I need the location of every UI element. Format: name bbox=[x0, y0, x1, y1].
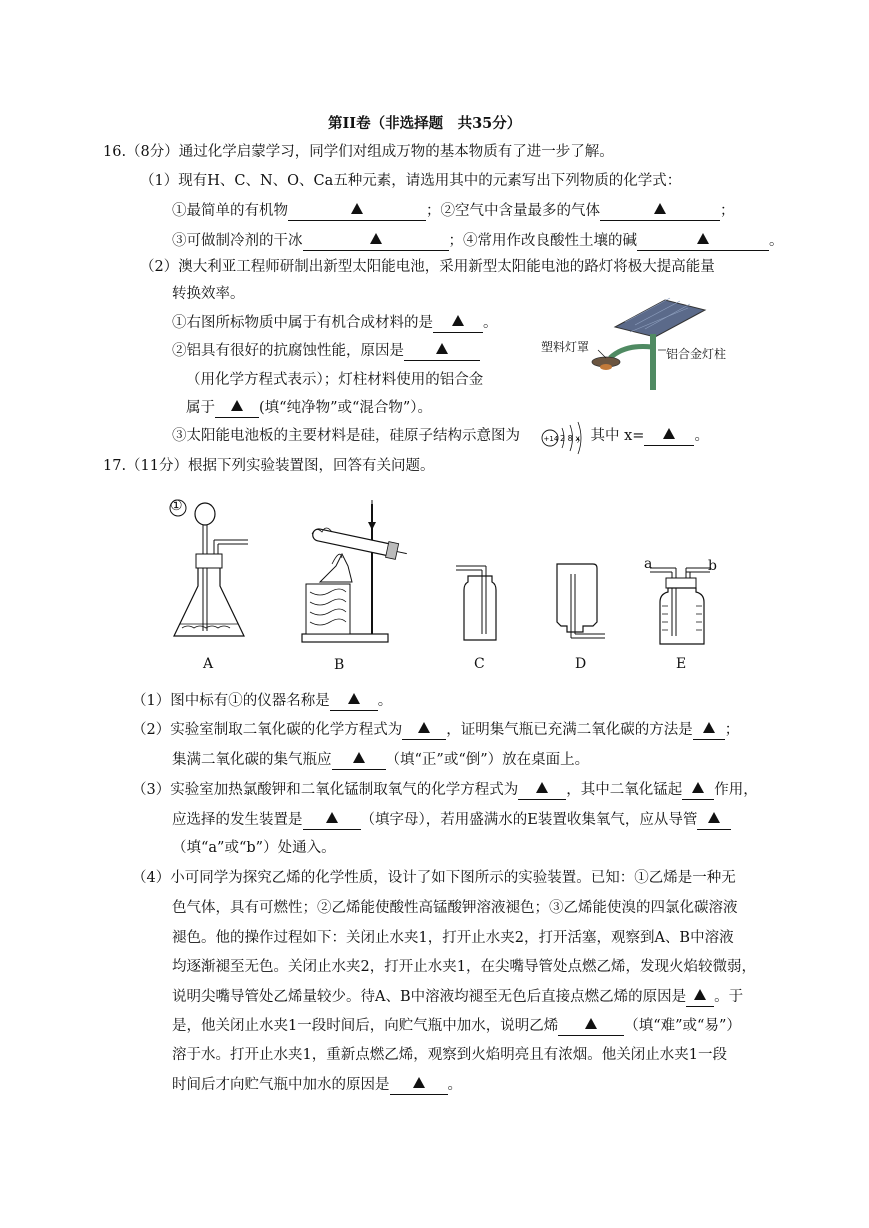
q16-2-q3-pre: ③太阳能电池板的主要材料是硅，硅原子结构示意图为 bbox=[172, 428, 520, 444]
q17-part1 bbox=[132, 691, 392, 711]
answer-blank[interactable] bbox=[303, 811, 361, 830]
q17-part3-text-c: 作用， bbox=[714, 782, 758, 798]
q17-part3-line1 bbox=[132, 780, 758, 800]
triangle-icon bbox=[536, 782, 548, 793]
q16-part1-row2 bbox=[172, 231, 784, 251]
q17-part1-text: （1）图中标有①的仪器名称是 bbox=[132, 693, 330, 709]
circle-one-label: ① bbox=[170, 498, 183, 514]
triangle-icon bbox=[703, 722, 715, 733]
port-b-label: b bbox=[708, 558, 717, 574]
q17-part2-text-b: ，证明集气瓶已充满二氧化碳的方法是 bbox=[446, 722, 693, 738]
lamp-pole-label: 铝合金灯柱 bbox=[666, 347, 727, 361]
silicon-atom-diagram bbox=[540, 420, 600, 456]
punctuation: 。 bbox=[769, 233, 784, 249]
q17-part4-line8-end: 。 bbox=[447, 1077, 462, 1093]
q16-2-q1-text: ①右图所标物质中属于有机合成材料的是 bbox=[172, 315, 433, 331]
answer-blank[interactable] bbox=[644, 427, 694, 446]
answer-blank[interactable] bbox=[693, 721, 725, 740]
q16-2-q1 bbox=[172, 313, 498, 333]
answer-blank[interactable] bbox=[303, 232, 449, 251]
triangle-icon bbox=[452, 315, 464, 326]
triangle-icon bbox=[326, 812, 338, 823]
triangle-icon bbox=[351, 203, 363, 214]
punctuation: 。 bbox=[377, 693, 393, 709]
q17-part2-line1 bbox=[132, 720, 739, 740]
answer-blank[interactable] bbox=[686, 988, 714, 1007]
apparatus-c-figure bbox=[450, 556, 510, 646]
q17-part4-line4: 均逐渐褪至无色。关闭止水夹2，打开止水夹1，在尖嘴导管处点燃乙烯，发现火焰较微弱， bbox=[172, 959, 756, 975]
answer-blank[interactable] bbox=[215, 399, 259, 418]
q16-2-q3-post: ，其中 x= bbox=[576, 428, 645, 444]
punctuation: ； bbox=[724, 722, 740, 738]
apparatus-a-figure bbox=[160, 496, 260, 646]
q16-2-q2-text: ②铝具有很好的抗腐蚀性能，原因是 bbox=[172, 343, 404, 359]
punctuation: ； bbox=[720, 203, 735, 219]
q17-part2-line2 bbox=[172, 750, 589, 770]
punctuation: 。 bbox=[694, 428, 709, 444]
triangle-icon bbox=[370, 233, 382, 244]
triangle-icon bbox=[694, 989, 706, 1000]
triangle-icon bbox=[436, 343, 448, 354]
answer-blank[interactable] bbox=[404, 342, 480, 361]
label-apparatus-e: E bbox=[676, 656, 687, 672]
q17-part3-text-b: ，其中二氧化锰起 bbox=[566, 782, 683, 798]
q17-part2-text-a: （2）实验室制取二氧化碳的化学方程式为 bbox=[132, 722, 403, 738]
q17-part3-text-a: （3）实验室加热氯酸钾和二氧化锰制取氧气的化学方程式为 bbox=[132, 782, 519, 798]
q17-part2-text-c: 集满二氧化碳的集气瓶应 bbox=[172, 752, 332, 768]
q17-part4-line6 bbox=[172, 1016, 741, 1036]
q16-2-q3 bbox=[172, 426, 709, 446]
answer-blank[interactable] bbox=[682, 781, 714, 800]
atom-shells-label: 2 8 x bbox=[560, 434, 580, 443]
q17-part4-line8 bbox=[172, 1075, 462, 1095]
q17-part3-line2 bbox=[172, 810, 731, 830]
q17-part3-line3: （填“a”或“b”）处通入。 bbox=[172, 840, 336, 856]
triangle-icon bbox=[585, 1018, 597, 1029]
triangle-icon bbox=[348, 693, 360, 704]
q17-part4-line6-text-a: 是，他关闭止水夹1一段时间后，向贮气瓶中加水，说明乙烯 bbox=[172, 1018, 559, 1034]
answer-blank[interactable] bbox=[402, 721, 446, 740]
port-a-label: a bbox=[644, 556, 653, 572]
apparatus-d-figure bbox=[545, 556, 615, 646]
q16-2-q2c-pre: 属于 bbox=[186, 400, 215, 416]
answer-blank[interactable] bbox=[558, 1017, 624, 1036]
q17-part4-line1: （4）小可同学为探究乙烯的化学性质，设计了如下图所示的实验装置。已知：①乙烯是一种无 bbox=[132, 870, 736, 886]
answer-blank[interactable] bbox=[600, 202, 720, 221]
q16-2-q2c bbox=[186, 398, 432, 418]
q16-1b-text: ；②空气中含量最多的气体 bbox=[426, 203, 600, 219]
label-apparatus-d: D bbox=[575, 656, 587, 672]
q16-part2-line1: （2）澳大利亚工程师研制出新型太阳能电池，采用新型太阳能电池的路灯将极大提高能量 bbox=[140, 259, 715, 275]
triangle-icon bbox=[418, 722, 430, 733]
punctuation: 。 bbox=[483, 315, 498, 331]
q17-part4-line7: 溶于水。打开止水夹1，重新点燃乙烯，观察到火焰明亮且有浓烟。他关闭止水夹1一段 bbox=[172, 1047, 727, 1063]
answer-blank[interactable] bbox=[433, 314, 483, 333]
triangle-icon bbox=[692, 782, 704, 793]
q16-stem: 16.（8分）通过化学启蒙学习，同学们对组成万物的基本物质有了进一步了解。 bbox=[103, 144, 614, 160]
q17-part4-line8-text: 时间后才向贮气瓶中加水的原因是 bbox=[172, 1077, 390, 1093]
lamp-shade-label: 塑料灯罩 bbox=[541, 340, 590, 354]
triangle-icon bbox=[663, 428, 675, 439]
q17-part3-text-e: （填字母），若用盛满水的E装置收集氧气，应从导管 bbox=[360, 812, 698, 828]
answer-blank[interactable] bbox=[697, 811, 731, 830]
q17-part3-text-d: 应选择的发生装置是 bbox=[172, 812, 303, 828]
q17-part2-text-d: （填“正”或“倒”）放在桌面上。 bbox=[385, 752, 590, 768]
label-apparatus-a: A bbox=[203, 656, 214, 672]
q16-1a-text: ①最简单的有机物 bbox=[172, 203, 288, 219]
q16-2-q2 bbox=[172, 341, 480, 361]
triangle-icon bbox=[697, 233, 709, 244]
answer-blank[interactable] bbox=[330, 692, 378, 711]
q17-part4-line5-text: 说明尖嘴导管处乙烯量较少。待A、B中溶液均褪至无色后直接点燃乙烯的原因是 bbox=[172, 989, 687, 1005]
apparatus-b-figure bbox=[292, 494, 412, 646]
label-apparatus-b: B bbox=[334, 657, 345, 673]
answer-blank[interactable] bbox=[637, 232, 769, 251]
q17-part4-line5-end: 。于 bbox=[714, 989, 744, 1005]
section-title: 第II卷（非选择题 共35分） bbox=[328, 115, 522, 132]
q16-2-q2b: （用化学方程式表示）；灯柱材料使用的铝合金 bbox=[186, 372, 484, 388]
answer-blank[interactable] bbox=[288, 202, 426, 221]
q17-stem: 17.（11分）根据下列实验装置图，回答有关问题。 bbox=[103, 458, 435, 474]
q16-part2-line2: 转换效率。 bbox=[172, 286, 245, 302]
q16-2-q2c-post: (填“纯净物”或“混合物”）。 bbox=[259, 400, 433, 416]
triangle-icon bbox=[231, 400, 243, 411]
atom-nucleus-label: +14 bbox=[543, 435, 559, 443]
q17-part4-line5 bbox=[172, 987, 743, 1007]
triangle-icon bbox=[708, 812, 720, 823]
q17-part4-line6-text-b: （填“难”或“易”） bbox=[624, 1018, 741, 1034]
answer-blank[interactable] bbox=[332, 751, 386, 770]
triangle-icon bbox=[654, 203, 666, 214]
q16-1d-text: ；④常用作改良酸性土壤的碱 bbox=[448, 233, 637, 249]
answer-blank[interactable] bbox=[518, 781, 566, 800]
q17-part4-line2: 色气体，具有可燃性；②乙烯能使酸性高锰酸钾溶液褪色；③乙烯能使溴的四氯化碳溶液 bbox=[172, 900, 738, 916]
q16-part1-row1 bbox=[172, 201, 735, 221]
q17-part4-line3: 褪色。他的操作过程如下：关闭止水夹1，打开止水夹2，打开活塞，观察到A、B中溶液 bbox=[172, 930, 734, 946]
answer-blank[interactable] bbox=[390, 1076, 448, 1095]
q16-1c-text: ③可做制冷剂的干冰 bbox=[172, 233, 303, 249]
triangle-icon bbox=[353, 752, 365, 763]
label-apparatus-c: C bbox=[474, 656, 485, 672]
q16-part1: （1）现有H、C、N、O、Ca五种元素，请选用其中的元素写出下列物质的化学式： bbox=[140, 173, 682, 189]
triangle-icon bbox=[413, 1077, 425, 1088]
